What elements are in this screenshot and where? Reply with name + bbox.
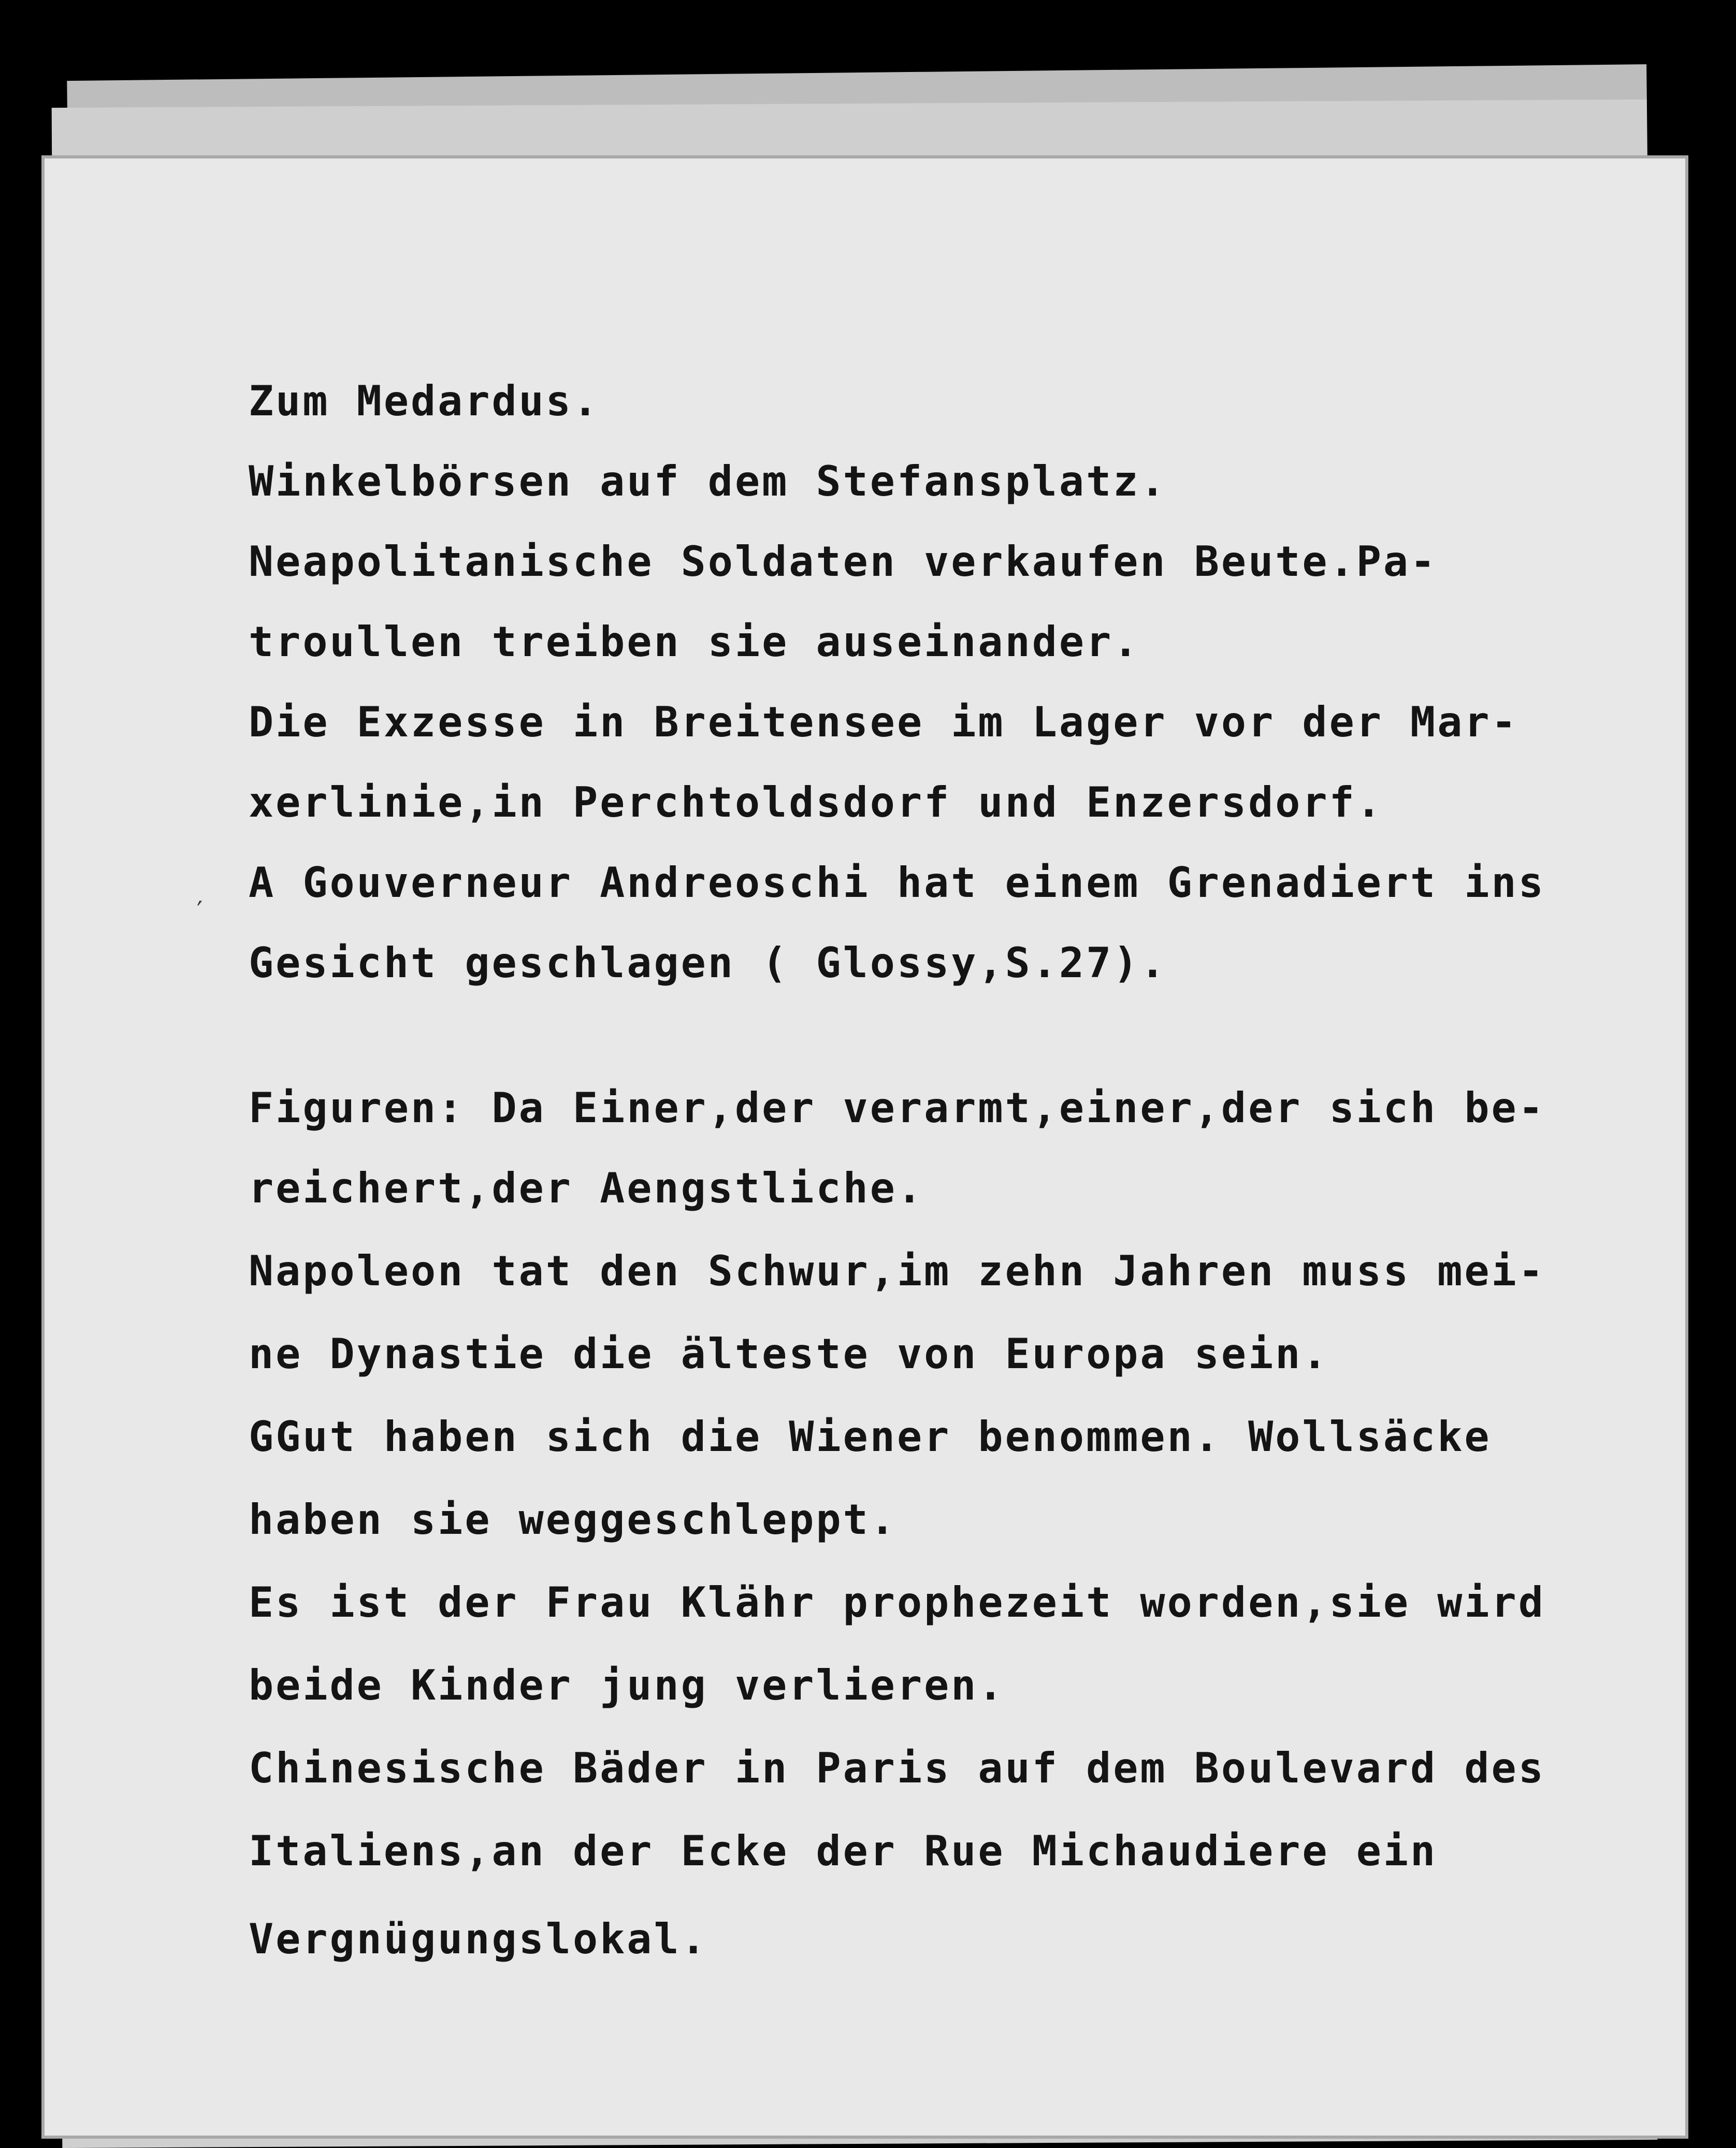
text-line: Chinesische Bäder in Paris auf dem Boulevard des [249,1744,1545,1792]
text-line: Vergnügungslokal. [249,1915,708,1963]
text-line: Italiens,an der Ecke der Rue Michaudiere ein [249,1827,1438,1875]
text-line: Zum Medardus. [249,377,600,425]
text-line: beide Kinder jung verlieren. [249,1661,1005,1709]
text-line: Die Exzesse in Breitensee im Lager vor der Mar- [249,698,1518,746]
text-line: xerlinie,in Perchtoldsdorf und Enzersdorf. [249,778,1383,826]
text-line: troullen treiben sie auseinander. [249,618,1140,666]
text-line: reichert,der Aengstliche. [249,1164,924,1212]
text-line: Neapolitanische Soldaten verkaufen Beute.Pa- [249,538,1438,586]
text-line: ne Dynastie die älteste von Europa sein. [249,1330,1329,1378]
text-line: Gesicht geschlagen ( Glossy,S.27). [249,939,1167,987]
text-line: A Gouverneur Andreoschi hat einem Grenadiert ins [249,859,1545,907]
margin-mark: ′ [197,896,203,926]
text-line: Winkelbörsen auf dem Stefansplatz. [249,457,1167,505]
text-line: Figuren: Da Einer,der verarmt,einer,der sich be- [249,1084,1545,1132]
typewritten-page [41,155,1688,2139]
text-line: Es ist der Frau Klähr prophezeit worden,sie wird [249,1578,1545,1627]
text-line: Napoleon tat den Schwur,im zehn Jahren muss mei- [249,1247,1545,1295]
text-line: haben sie weggeschleppt. [249,1496,897,1544]
text-line: GGut haben sich die Wiener benommen. Wollsäcke [249,1413,1492,1461]
